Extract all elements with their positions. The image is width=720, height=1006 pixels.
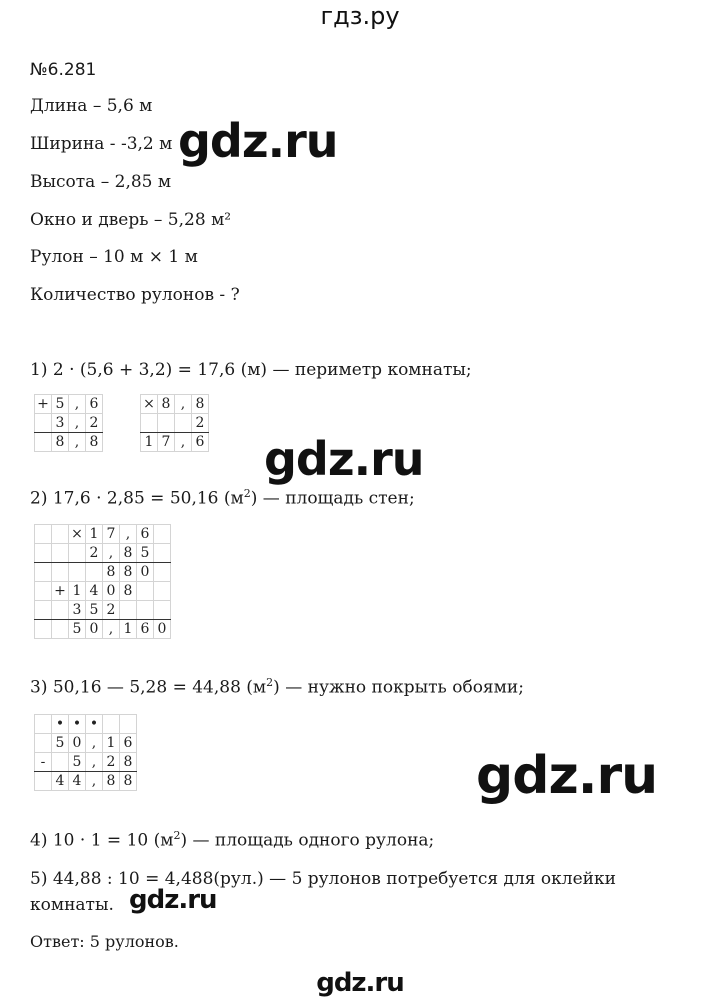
- site-header: гдз.ру: [320, 2, 400, 30]
- step-1: 1) 2 · (5,6 + 3,2) = 17,6 (м) — периметр комнаты;: [30, 360, 472, 380]
- step-3: 3) 50,16 — 5,28 = 44,88 $(м^2)$ — нужно покрыть обоями;: [30, 676, 524, 698]
- calc-multiplication-2: × 1 7 , 6 2 , 8 5 8 8 0 + 1 4 0 8 3 5 2 5 0 , 1 6 0: [34, 524, 171, 639]
- given-window-door: Окно и дверь – 5,28 м²: [30, 210, 232, 230]
- calc-subtraction: • • • 5 0 , 1 6 - 5 , 2 8 4 4 , 8 8: [34, 714, 137, 791]
- given-roll: Рулон – 10 м × 1 м: [30, 247, 198, 267]
- watermark-footer: gdz.ru: [316, 968, 404, 998]
- given-width: Ширина - -3,2 м: [30, 134, 173, 154]
- step-5-cont: комнаты.: [30, 895, 114, 915]
- watermark: gdz.ru: [129, 885, 217, 915]
- step-5: 5) 44,88 : 10 = 4,488(рул.) — 5 рулонов потребуется для оклейки: [30, 869, 616, 889]
- watermark: gdz.ru: [264, 432, 424, 486]
- calc-multiplication-1: × 8 , 8 2 1 7 , 6: [140, 394, 209, 452]
- watermark: gdz.ru: [476, 746, 658, 806]
- answer: Ответ: 5 рулонов.: [30, 932, 179, 951]
- calc-addition: + 5 , 6 3 , 2 8 , 8: [34, 394, 103, 452]
- watermark: gdz.ru: [178, 114, 338, 168]
- given-height: Высота – 2,85 м: [30, 172, 172, 192]
- given-question: Количество рулонов - ?: [30, 285, 240, 305]
- step-4: 4) 10 · 1 = 10 $(м^2)$ — площадь одного рулона;: [30, 829, 435, 851]
- given-length: Длина – 5,6 м: [30, 96, 153, 116]
- problem-number: №6.281: [30, 60, 97, 80]
- step-2: 2) 17,6 · 2,85 = 50,16 $(м^2)$ — площадь стен;: [30, 487, 415, 509]
